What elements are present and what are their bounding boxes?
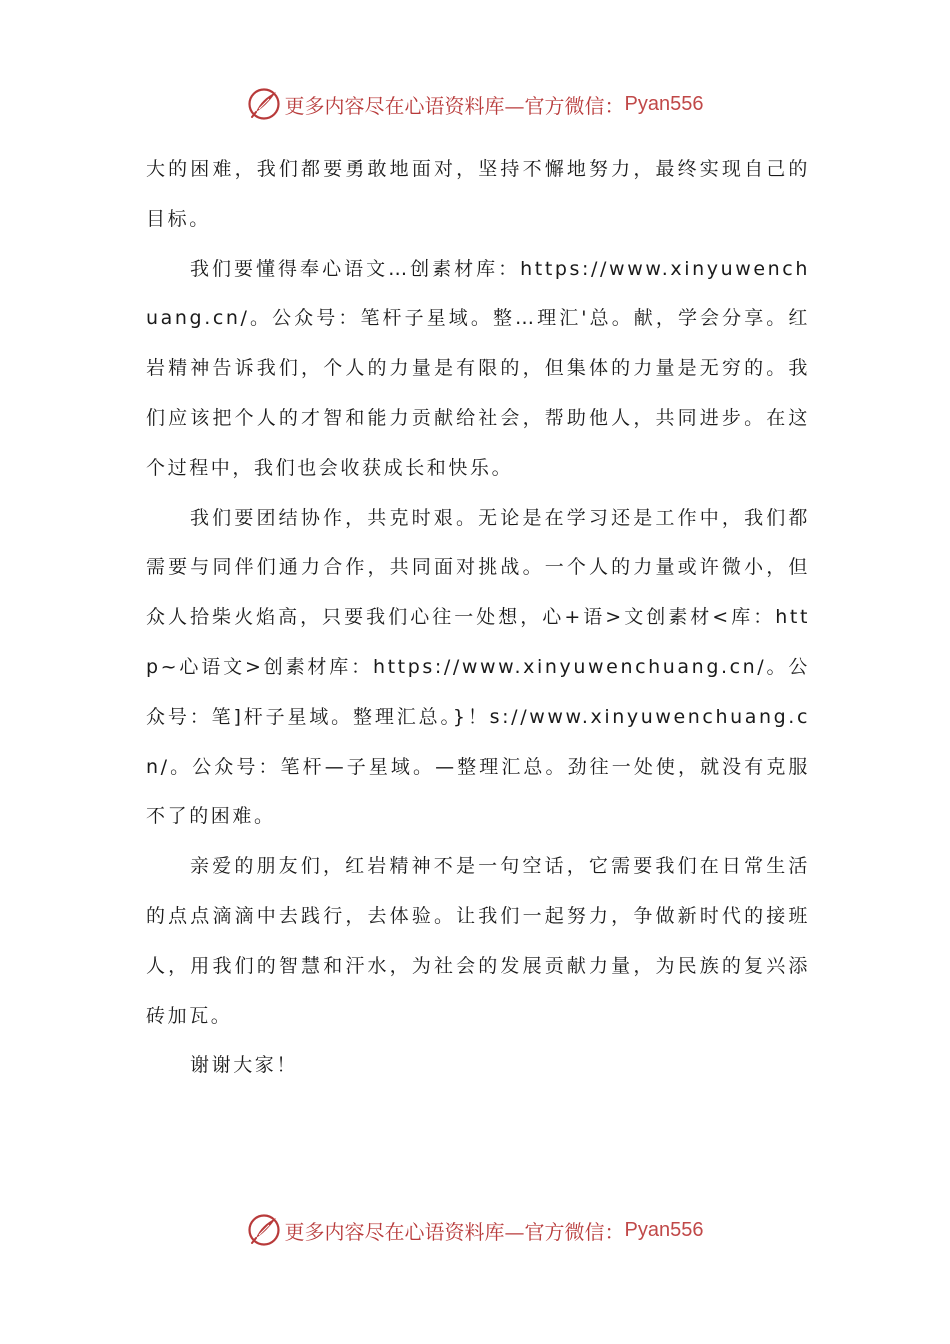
footer-banner-text: 更多内容尽在心语资料库—官方微信： [284,1219,625,1244]
header-banner [0,82,950,126]
body-paragraph-2: 我们要懂得奉心语文…创素材库：https://www.xinyuwenchuang.cn/。公众号：笔杆子星域。整…理汇'总。献，学会分享。红岩精神告诉我们，个人的力量是有限的，但集体的力量是无穷的。我们应该把个人的才智和能力贡献给社会，帮助他人，共同进步。在这个过程中，我们也会收获成长和快乐。 [146,257,810,479]
document-body [146,145,810,1091]
closing-line: 谢谢大家！ [190,1054,299,1077]
quill-pen-icon [247,87,281,121]
footer-banner [0,1208,950,1252]
footer-banner-contact: Pyan556 [624,1218,704,1241]
body-paragraph-1: 大的困难，我们都要勇敢地面对，坚持不懈地努力，最终实现自己的目标。 [146,158,810,230]
header-banner-contact: Pyan556 [624,92,704,115]
quill-pen-icon [247,1213,281,1247]
header-banner-text: 更多内容尽在心语资料库—官方微信： [284,93,625,118]
body-paragraph-3: 我们要团结协作，共克时艰。无论是在学习还是工作中，我们都需要与同伴们通力合作，共同面对挑战。一个人的力量或许微小，但众人拾柴火焰高，只要我们心往一处想，心+语>文创素材<库：http~心语文>创素材库：https://www.xinyuwenchuang.cn/。公众号：笔]杆子星域。整理汇总。}！s://www.xinyuwenchuang.cn/。公众号：笔杆—子星域。—整理汇总。劲往一处使，就没有克服不了的困难。 [146,506,810,828]
body-paragraph-4: 亲爱的朋友们，红岩精神不是一句空话，它需要我们在日常生活的点点滴滴中去践行，去体验。让我们一起努力，争做新时代的接班人，用我们的智慧和汗水，为社会的发展贡献力量，为民族的复兴添砖加瓦。 [146,855,810,1027]
